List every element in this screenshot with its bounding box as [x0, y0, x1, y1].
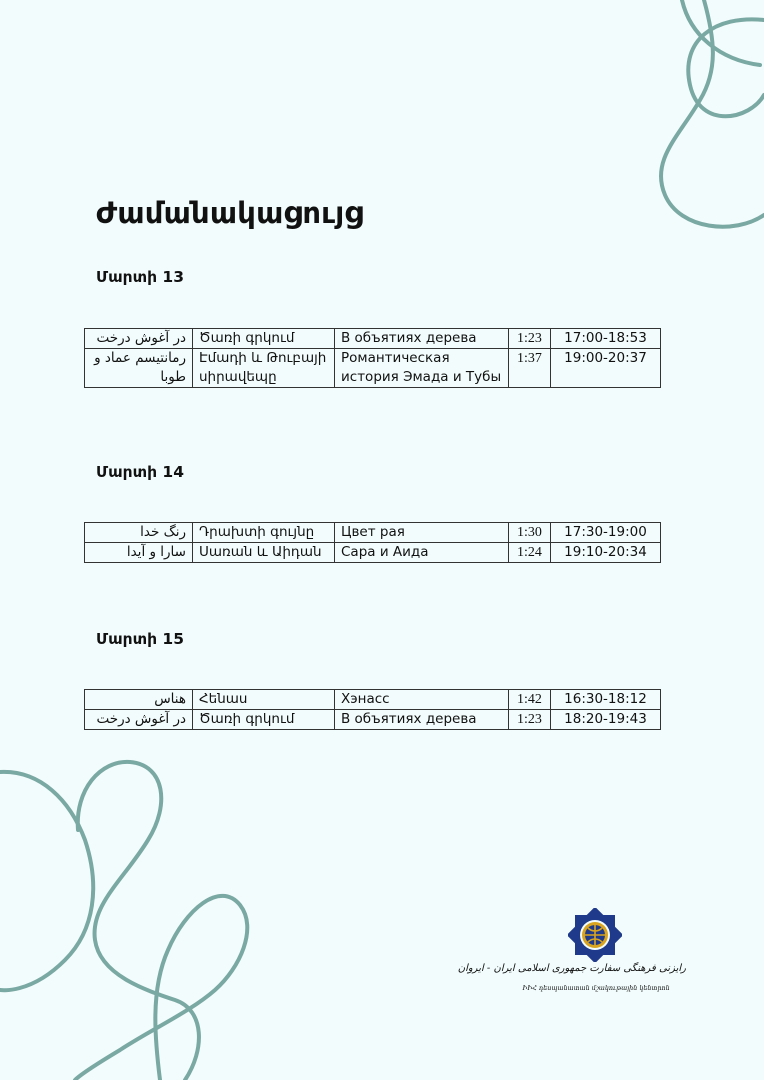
- decor-curve-top-right-2: [682, 0, 760, 65]
- persian-title: رمانتیسم عماد و طوبا: [85, 349, 193, 388]
- russian-title: Хэнасс: [335, 690, 509, 710]
- armenian-title: Ծառի գրկում: [193, 329, 335, 349]
- armenian-title: Սառան և Աիդան: [193, 543, 335, 563]
- logo-text-persian: رایزنی فرهنگی سفارت جمهوری اسلامی ایران - ایروان: [457, 963, 686, 974]
- duration: 1:30: [509, 523, 551, 543]
- russian-title: Сара и Аида: [335, 543, 509, 563]
- decor-curve-top-right-3: [661, 0, 764, 227]
- persian-title: رنگ خدا: [85, 523, 193, 543]
- logo-text-armenian: ԻԻՀ դեսպանատան մշակութային կենտրոն: [522, 984, 670, 992]
- table-row: [85, 710, 661, 730]
- russian-title: В объятиях дерева: [335, 329, 509, 349]
- showtime: 18:20-19:43: [551, 710, 661, 730]
- armenian-title: Ծառի գրկում: [193, 710, 335, 730]
- armenian-title: Հենաս: [193, 690, 335, 710]
- showtime: 19:00-20:37: [551, 349, 661, 388]
- persian-title: در آغوش درخت: [85, 329, 193, 349]
- russian-title: В объятиях дерева: [335, 710, 509, 730]
- schedule-table-day-2: [84, 522, 661, 563]
- decor-curve-bottom-left-3: [75, 896, 247, 1080]
- date-heading-day-2: Մարտի 14: [96, 463, 184, 481]
- duration: 1:37: [509, 349, 551, 388]
- duration: 1:23: [509, 329, 551, 349]
- emblem-icon: [568, 908, 622, 962]
- showtime: 17:30-19:00: [551, 523, 661, 543]
- schedule-table-day-1: [84, 328, 661, 388]
- duration: 1:42: [509, 690, 551, 710]
- date-heading-day-1: Մարտի 13: [96, 268, 184, 286]
- duration: 1:24: [509, 543, 551, 563]
- table-row: [85, 690, 661, 710]
- table-row: [85, 329, 661, 349]
- decor-curve-bottom-left-2: [78, 762, 199, 1080]
- showtime: 19:10-20:34: [551, 543, 661, 563]
- table-row: [85, 543, 661, 563]
- persian-title: هناس: [85, 690, 193, 710]
- table-row: [85, 349, 661, 388]
- persian-title: در آغوش درخت: [85, 710, 193, 730]
- cultural-center-logo: [457, 908, 686, 1002]
- decor-curve-top-right-1: [688, 19, 764, 116]
- decor-curve-bottom-left-1: [0, 772, 93, 990]
- schedule-table-day-3: [84, 689, 661, 730]
- duration: 1:23: [509, 710, 551, 730]
- russian-title: Романтическая история Эмада и Тубы: [335, 349, 509, 388]
- armenian-title: Դրախտի գույնը: [193, 523, 335, 543]
- table-row: [85, 523, 661, 543]
- date-heading-day-3: Մարտի 15: [96, 630, 184, 648]
- persian-title: سارا و آیدا: [85, 543, 193, 563]
- armenian-title: Էմադի և Թուբայի սիրավեպը: [193, 349, 335, 388]
- russian-title: Цвет рая: [335, 523, 509, 543]
- showtime: 16:30-18:12: [551, 690, 661, 710]
- page-title: Ժամանակացույց: [96, 196, 364, 230]
- showtime: 17:00-18:53: [551, 329, 661, 349]
